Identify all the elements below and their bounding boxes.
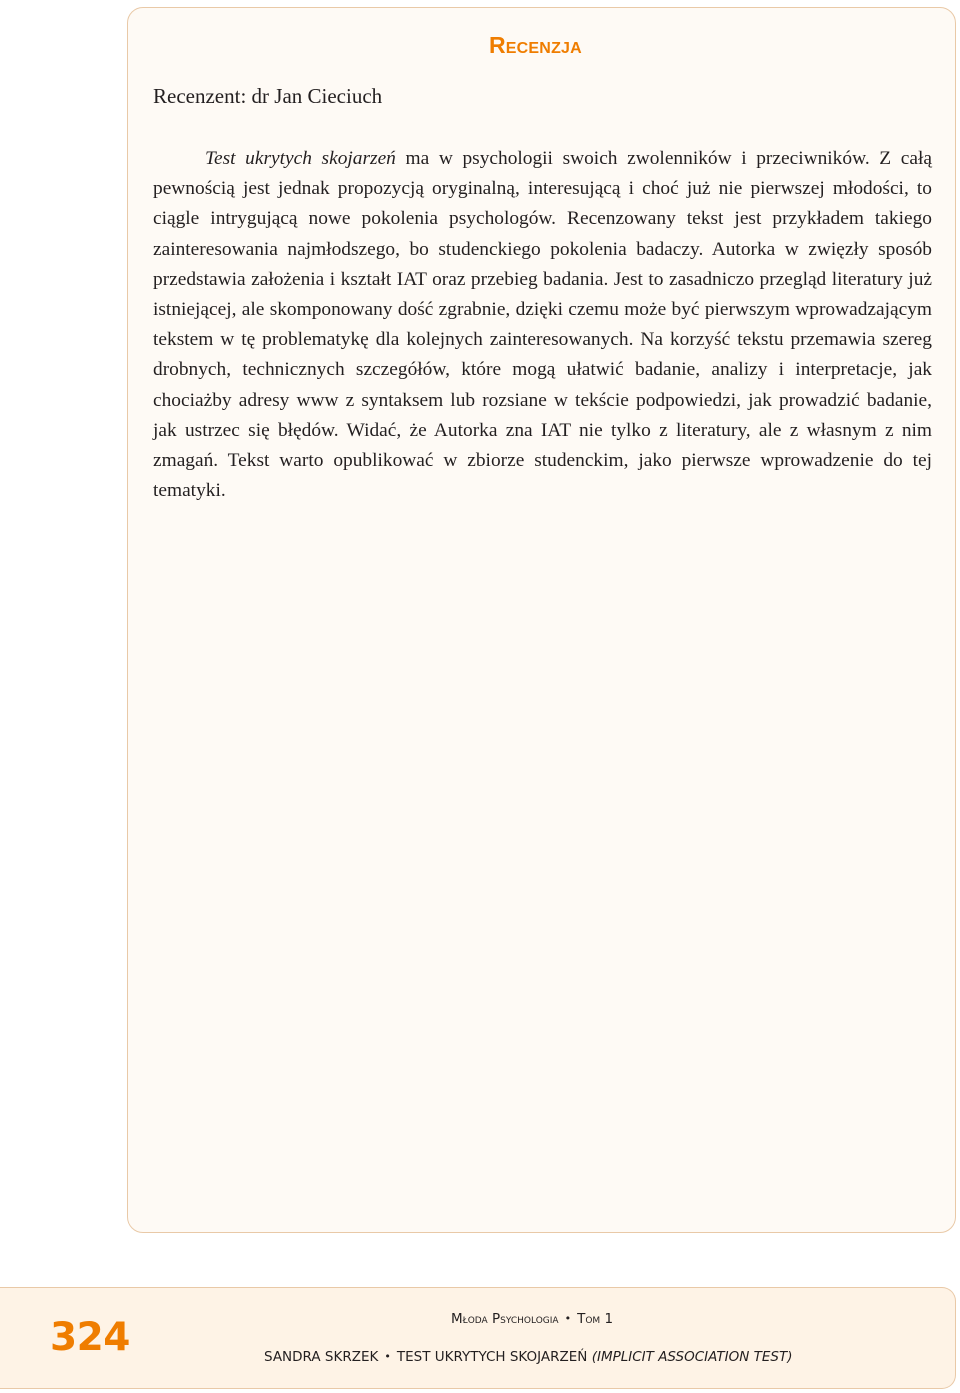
journal-line [451, 1311, 613, 1327]
journal-volume: Tom 1 [577, 1311, 614, 1327]
article-title-english: (IMPLICIT ASSOCIATION TEST) [591, 1349, 793, 1365]
review-text [153, 144, 932, 506]
reviewer-name: Recenzent: dr Jan Cieciuch [153, 84, 383, 108]
separator-dot: • [564, 1312, 572, 1325]
article-line [264, 1349, 792, 1365]
review-title-italic: Test ukrytych skojarzeń [205, 148, 396, 169]
article-title: TEST UKRYTYCH SKOJARZEŃ [396, 1349, 588, 1365]
separator-dot: • [384, 1350, 391, 1363]
page-number: 324 [50, 1315, 130, 1360]
page-footer [0, 1287, 956, 1389]
section-heading: Recenzja [489, 32, 582, 58]
article-author: SANDRA SKRZEK [264, 1349, 379, 1365]
journal-name: Młoda Psychologia [451, 1311, 559, 1327]
review-body-text: ma w psychologii swoich zwolenników i przeciwników. Z całą pewnością jest jednak propozycją oryginalną, interesującą i choć już nie pierwszej młodości, to ciągle intrygującą nowe pokolenia psychologów. Recenzowany tekst jest przykładem takiego zainteresowania najmłodszego, bo studenckiego pokolenia badaczy. Autorka w zwięzły sposób przedstawia założenia i kształt IAT oraz przebieg badania. Jest to zasadniczo przegląd literatury już istniejącej, ale skomponowany dość zgrabnie, dzięki czemu może być pierwszym wprowadzającym tekstem w tę problematykę dla kolejnych zainteresowanych. Na korzyść tekstu przemawia szereg drobnych, technicznych szczegółów, które mogą ułatwić badanie, analizy i interpretacje, jak chociażby adresy www z syntaksem lub rozsiane w tekście podpowiedzi, jak prowadzić badanie, jak ustrzec się błędów. Widać, że Autorka zna IAT nie tylko z literatury, ale z własnym z nim zmagań. Tekst warto opublikować w zbiorze studenckim, jako pierwsze wprowadzenie do tej tematyki. [153, 148, 932, 502]
